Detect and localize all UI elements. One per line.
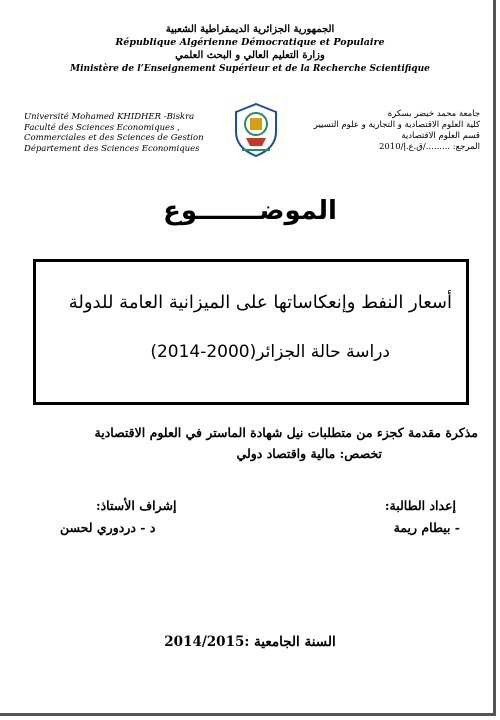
faculty-name-fr-cont: Commerciales et des Sciences de Gestion bbox=[24, 133, 204, 143]
supervisor-name: د - دردوري لحسن bbox=[60, 520, 156, 535]
thesis-subtitle: دراسة حالة الجزائر(2000-2014) bbox=[150, 342, 390, 362]
faculty-name-fr: Faculté des Sciences Economiques , bbox=[24, 122, 180, 133]
student-name: - بيطام ريمة bbox=[393, 520, 460, 535]
reference-number: المرجع: ........./ق.ع.إ/2010 bbox=[378, 142, 480, 152]
academic-year: السنة الجامعية :2014/2015 bbox=[164, 634, 336, 650]
specialization: تخصص: مالية واقتصاد دولي bbox=[236, 446, 382, 461]
department-name-fr: Département des Sciences Economiques bbox=[24, 143, 200, 154]
memo-description: مذكرة مقدمة كجزء من متطلبات نيل شهادة الماستر في العلوم الاقتصادية bbox=[94, 425, 478, 440]
department-name-ar: قسم العلوم الاقتصادية bbox=[401, 131, 480, 141]
university-info-french bbox=[24, 112, 224, 154]
ministry-name-french: Ministère de l’Enseignement Supérieur et de la Recherche Scientifique bbox=[70, 64, 430, 74]
university-name-ar: جامعة محمد خيضر بسكرة bbox=[387, 109, 480, 119]
republic-name-french: République Algérienne Démocratique et Populaire bbox=[115, 37, 385, 48]
faculty-name-ar: كلية العلوم الاقتصادية و التجارية و علوم التسيير bbox=[313, 120, 480, 130]
prepared-by-label: إعداد الطالبة: bbox=[384, 498, 456, 513]
university-logo-icon bbox=[232, 102, 280, 158]
supervisor-label: إشراف الأستاذ: bbox=[96, 498, 177, 513]
thesis-title-box bbox=[33, 259, 469, 405]
university-name-fr: Université Mohamed KHIDHER -Biskra bbox=[24, 112, 195, 122]
subject-heading: الموضـــــــوع bbox=[163, 196, 337, 226]
thesis-title: أسعار النفط وإنعكاساتها على الميزانية العامة للدولة bbox=[68, 292, 452, 313]
republic-name-arabic: الجمهورية الجزائرية الديمقراطية الشعبية bbox=[165, 24, 335, 35]
university-info-arabic bbox=[290, 109, 480, 153]
ministry-name-arabic: وزارة التعليم العالي و البحث العلمي bbox=[175, 50, 325, 61]
